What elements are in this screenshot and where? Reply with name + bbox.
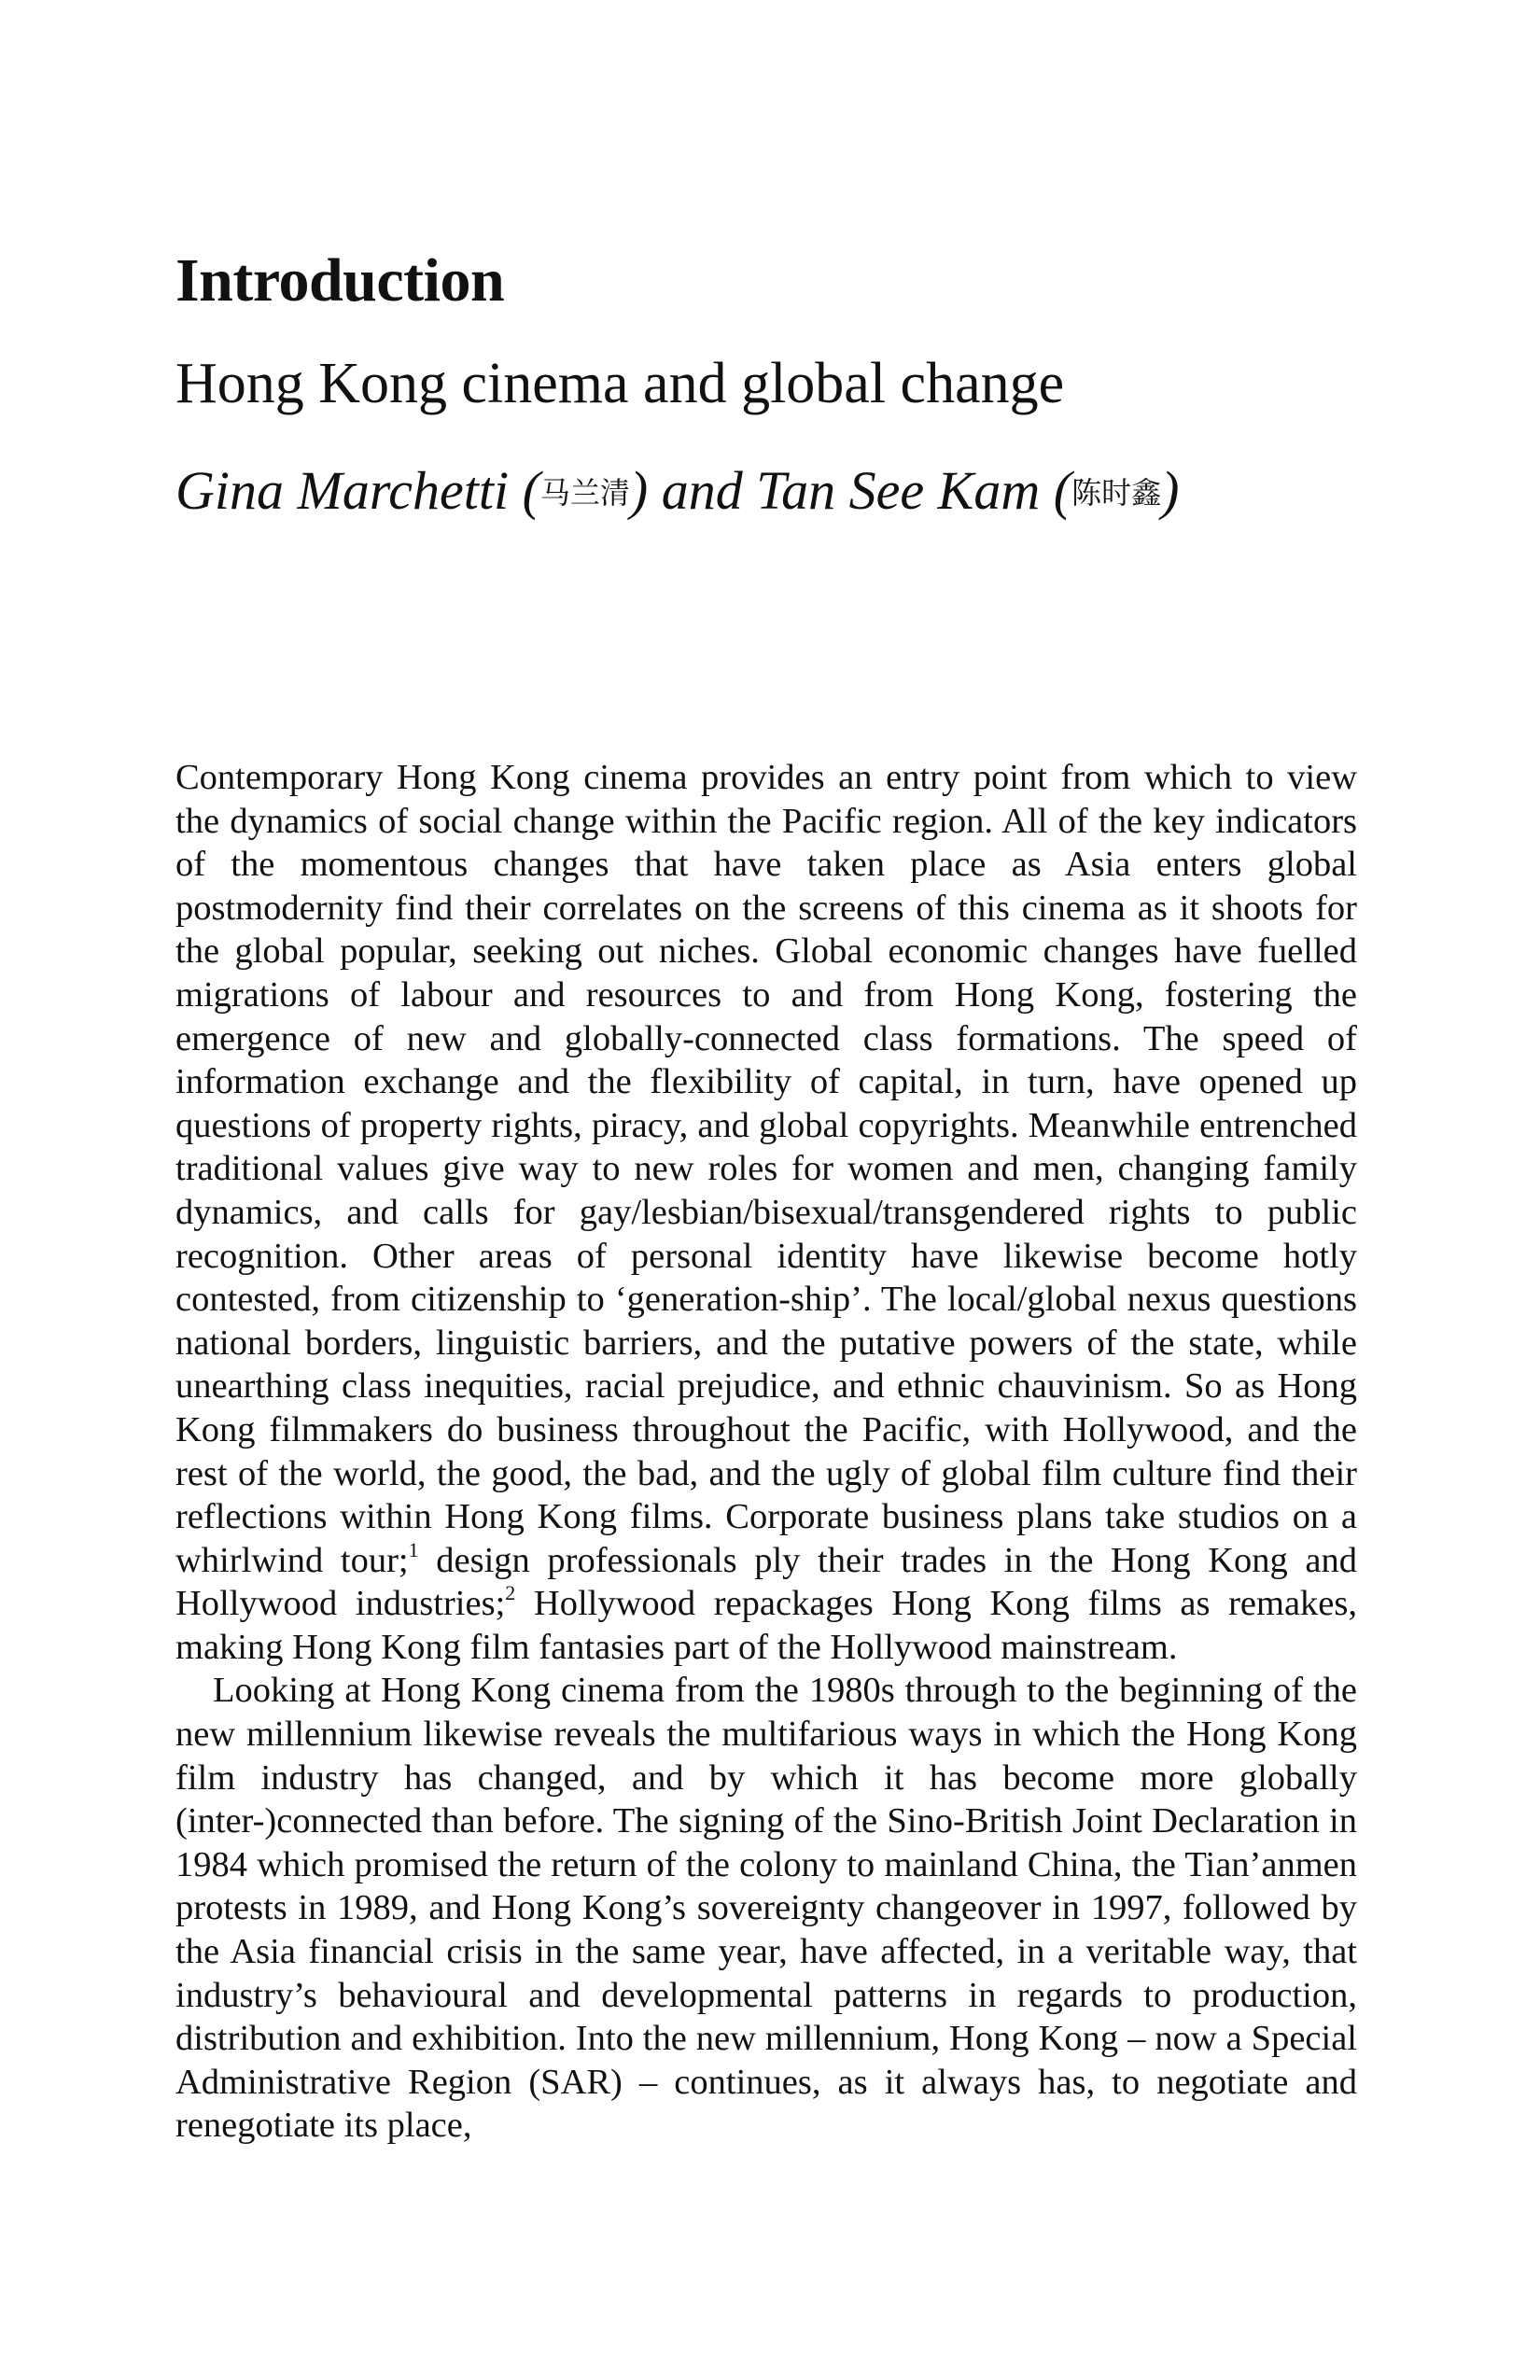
body-text xyxy=(175,756,1357,2148)
footnote-ref-1: 1 xyxy=(408,1537,419,1561)
paragraph-1-text-a: Contemporary Hong Kong cinema provides an entry point from which to view the dynamics of social change within the Pacific region. All of the key indicators of the momentous changes that have taken place as Asia enters global postmodernity find their correlates on the screens of this cinema as it shoots for the global popular, seeking out niches. Global economic changes have fuelled migrations of labour and resources to and from Hong Kong, fostering the emergence of new and globally-connected class formations. The speed of information exchange and the flexibility of capital, in turn, have opened up questions of property rights, piracy, and global copyrights. Meanwhile entrenched traditional values give way to new roles for women and men, changing family dynamics, and calls for gay/lesbian/bisexual/transgendered rights to public recognition. Other areas of personal identity have likewise become hotly contested, from citizenship to ‘generation-ship’. The local/global nexus questions national borders, linguistic barriers, and the putative powers of the state, while unearthing class inequities, racial prejudice, and ethnic chauvinism. So as Hong Kong filmmakers do business throughout the Pacific, with Hollywood, and the rest of the world, the good, the bad, and the ugly of global film culture find their reflections within Hong Kong films. Corporate business plans take studios on a whirlwind tour; xyxy=(175,758,1357,1580)
author-1-name: Gina Marchetti xyxy=(175,460,510,521)
author-2-name: Tan See Kam xyxy=(756,460,1041,521)
paragraph-2: Looking at Hong Kong cinema from the 1980s through to the beginning of the new millennium likewise reveals the multifarious ways in which the Hong Kong film industry has changed, and by which it has become more globally (inter-)connected than before. The signing of the Sino-British Joint Declaration in 1984 which promised the return of the colony to mainland China, the Tian’anmen protests in 1989, and Hong Kong’s sovereignty changeover in 1997, followed by the Asia financial crisis in the same year, have affected, in a veritable way, that industry’s behavioural and developmental patterns in regards to production, distribution and exhibition. Into the new millennium, Hong Kong – now a Special Administrative Region (SAR) – continues, as it always has, to negotiate and renegotiate its place, xyxy=(175,1671,1357,2146)
paragraph-1-text-c: Hollywood repackages Hong Kong films as remakes, making Hong Kong film fantasies part of the Hollywood mainstream. xyxy=(175,1584,1357,1667)
author-line: Gina Marchetti (马兰清) and Tan See Kam (陈时鑫) xyxy=(175,460,1180,521)
book-page xyxy=(175,0,1357,2380)
paragraph-1-text-b: design professionals ply their trades in the Hong Kong and Hollywood industries; xyxy=(175,1540,1358,1624)
chapter-subtitle: Hong Kong cinema and global change xyxy=(175,352,1065,415)
chapter-title: Introduction xyxy=(175,246,505,315)
author-1-chinese-name: 马兰清 xyxy=(539,475,630,511)
footnote-ref-2: 2 xyxy=(505,1581,516,1605)
author-2-chinese-name: 陈时鑫 xyxy=(1071,475,1162,511)
author-connector: and xyxy=(661,460,743,521)
paragraph-1 xyxy=(175,756,1357,1669)
